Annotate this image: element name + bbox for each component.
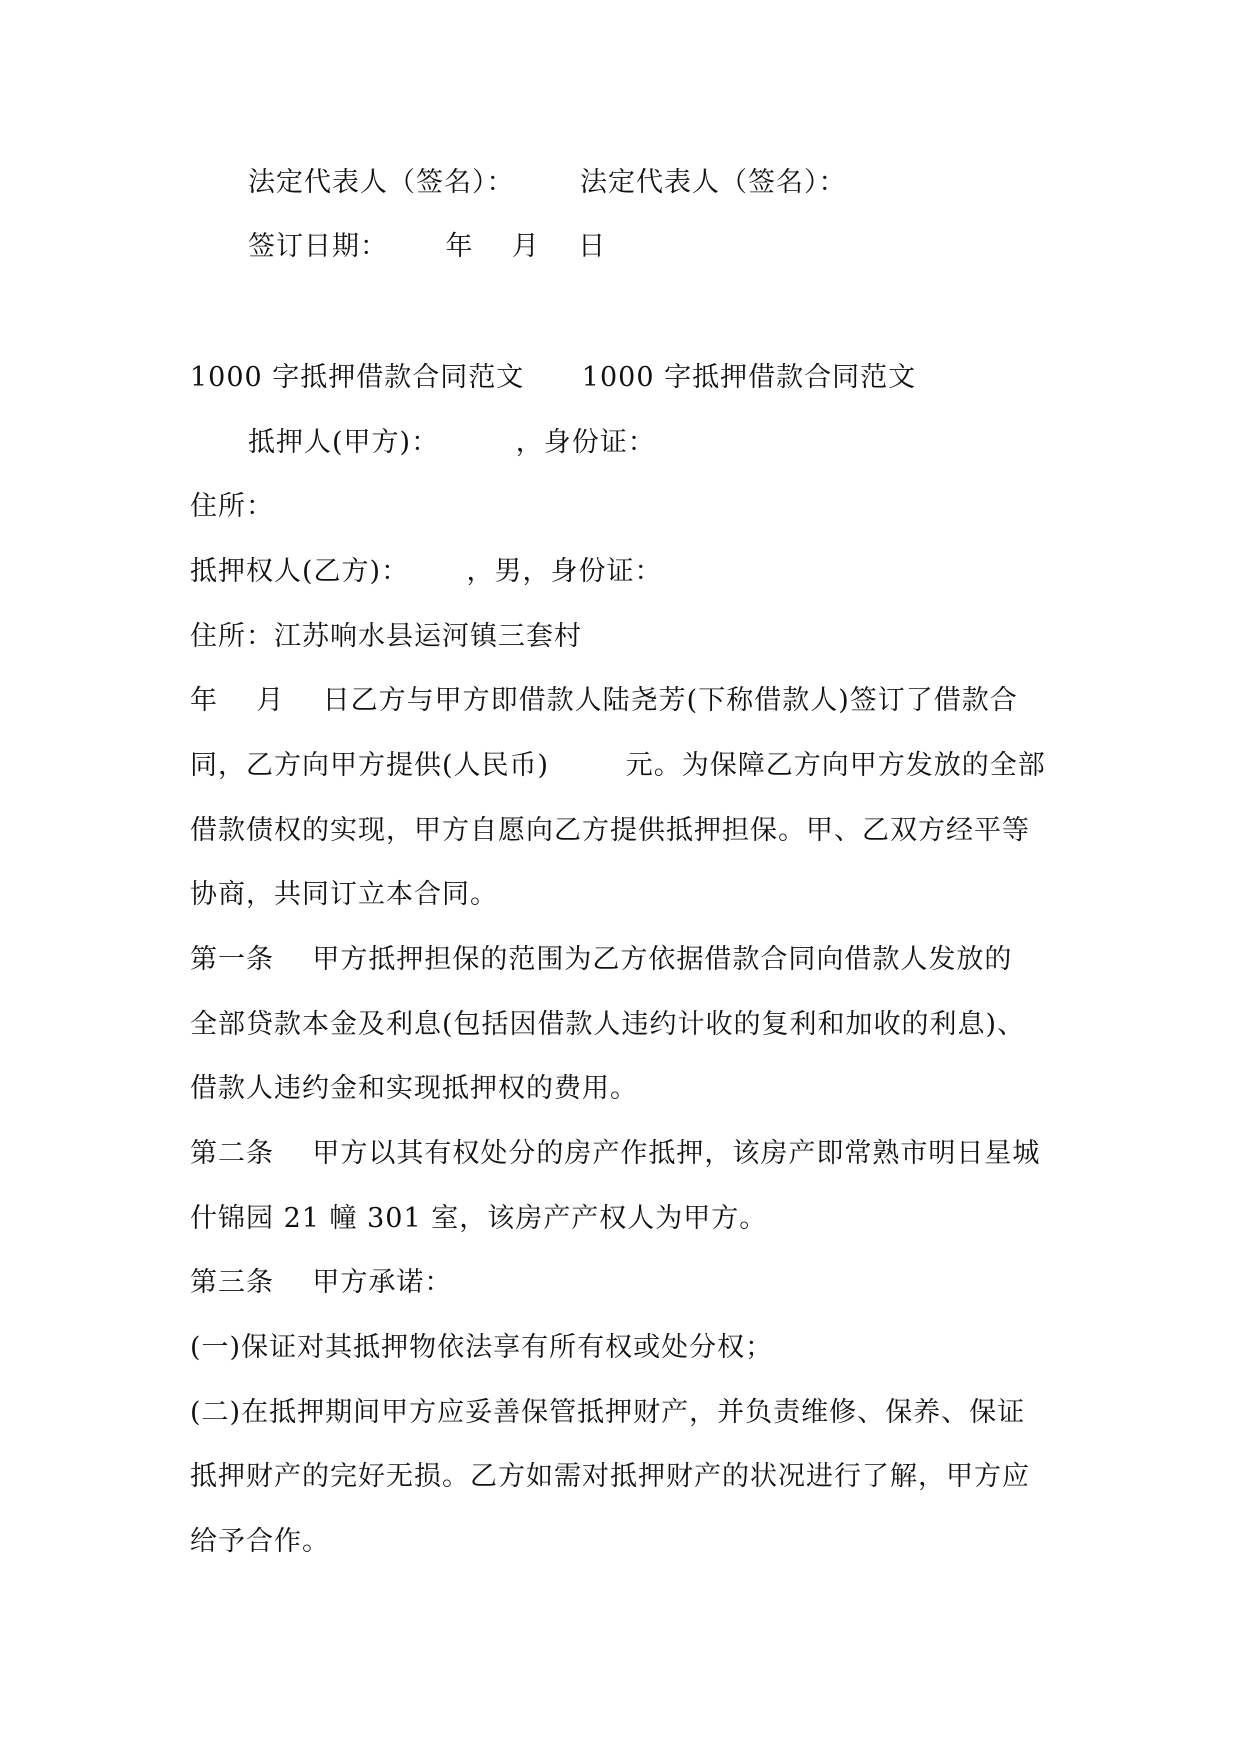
mortgagee-address: 住所：江苏响水县运河镇三套村 bbox=[190, 621, 582, 652]
article1-line: 全部贷款本金及利息(包括因借款人违约计收的复利和加收的利息)、 bbox=[190, 1009, 1026, 1040]
sign-date: 签订日期： 年 月 日 bbox=[248, 231, 607, 262]
article2-line: 第二条 甲方以其有权处分的房产作抵押，该房产即常熟市明日星城 bbox=[190, 1138, 1041, 1169]
rep-signature-left: 法定代表人（签名）： bbox=[248, 167, 515, 198]
article1-line: 第一条 甲方抵押担保的范围为乙方依据借款合同向借款人发放的 bbox=[190, 944, 1013, 975]
article2-line: 什锦园 21 幢 301 室，该房产产权人为甲方。 bbox=[190, 1203, 768, 1234]
mortgagor-line: 抵押人(甲方)： ，身份证： bbox=[248, 427, 656, 458]
article3-title: 第三条 甲方承诺： bbox=[190, 1267, 453, 1298]
preamble-line: 借款债权的实现，甲方自愿向乙方提供抵押担保。甲、乙双方经平等 bbox=[190, 815, 1030, 846]
mortgagee-line: 抵押权人(乙方)： ，男，身份证： bbox=[190, 556, 663, 587]
article3-item: 抵押财产的完好无损。乙方如需对抵押财产的状况进行了解，甲方应 bbox=[190, 1461, 1030, 1492]
preamble-line: 同，乙方向甲方提供(人民币) 元。为保障乙方向甲方发放的全部 bbox=[190, 750, 1046, 781]
article1-line: 借款人违约金和实现抵押权的费用。 bbox=[190, 1073, 638, 1104]
preamble-line: 协商，共同订立本合同。 bbox=[190, 879, 498, 910]
article3-item: (一)保证对其抵押物依法享有所有权或处分权； bbox=[190, 1332, 774, 1363]
preamble-line: 年 月 日乙方与甲方即借款人陆尧芳(下称借款人)签订了借款合 bbox=[190, 685, 1018, 716]
article3-item: (二)在抵押期间甲方应妥善保管抵押财产，并负责维修、保养、保证 bbox=[190, 1397, 1026, 1428]
contract-heading: 1000 字抵押借款合同范文 1000 字抵押借款合同范文 bbox=[190, 362, 917, 393]
rep-signature-right: 法定代表人（签名）： bbox=[580, 167, 847, 198]
article3-item: 给予合作。 bbox=[190, 1526, 330, 1557]
mortgagor-address: 住所： bbox=[190, 491, 274, 522]
